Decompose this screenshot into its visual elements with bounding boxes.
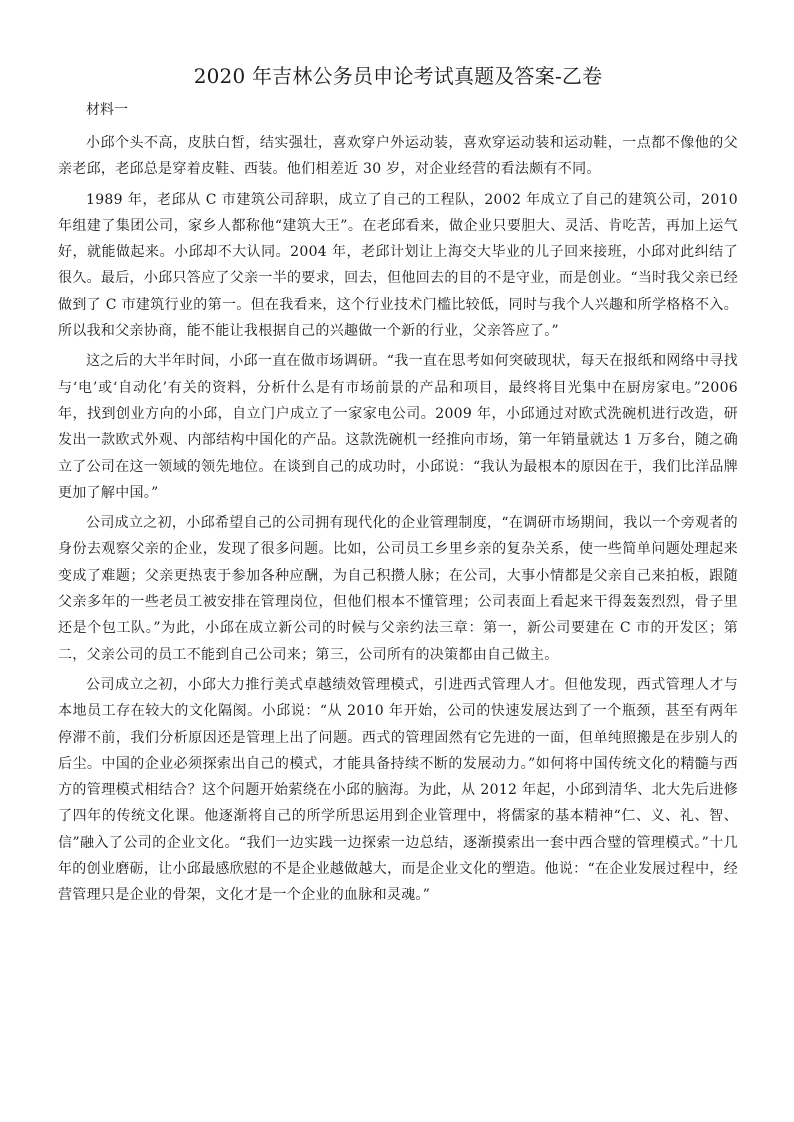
paragraph: 这之后的大半年时间，小邱一直在做市场调研。“我一直在思考如何突破现状，每天在报纸和网络中寻找与‘电’或‘自动化’有关的资料，分析什么是有市场前景的产品和项目，最终将目光集中在厨房家电。”2006 年，找到创业方向的小邱，自立门户成立了一家家电公司。2009 年，小邱通过对欧式洗碗机进行改造，研发出一款欧式外观、内部结构中国化的产品。这款洗碗机一经推向市场，第一年销量就达 1 万多台，随之确立了公司在这一领域的领先地位。在谈到自己的成功时，小邱说：“我认为最根本的原因在于，我们比洋品牌更加了解中国。” [58, 353, 738, 501]
paragraph: 小邱个头不高，皮肤白皙，结实强壮，喜欢穿户外运动装，喜欢穿运动装和运动鞋，一点都不像他的父亲老邱，老邱总是穿着皮鞋、西装。他们相差近 30 岁，对企业经营的看法颇有不同。 [58, 135, 738, 178]
document-page [58, 62, 738, 913]
document-title: 2020 年吉林公务员申论考试真题及答案-乙卷 [193, 64, 603, 88]
paragraph: 1989 年，老邱从 C 市建筑公司辞职，成立了自己的工程队，2002 年成立了自己的建筑公司，2010 年组建了集团公司，家乡人都称他“建筑大王”。在老邱看来，做企业只要胆大、灵活、肯吃苦，再加上运气好，就能做起来。小邱却不大认同。2004 年，老邱计划让上海交大毕业的儿子回来接班，小邱对此纠结了很久。最后，小邱只答应了父亲一半的要求，回去，但他回去的目的不是守业，而是创业。“当时我父亲已经做到了 C 市建筑行业的第一。但在我看来，这个行业技术门槛比较低，同时与我个人兴趣和所学格格不入。所以我和父亲协商，能不能让我根据自己的兴趣做一个新的行业，父亲答应了。” [58, 191, 738, 340]
section-label: 材料一 [86, 102, 128, 118]
paragraph: 公司成立之初，小邱大力推行美式卓越绩效管理模式，引进西式管理人才。但他发现，西式管理人才与本地员工存在较大的文化隔阂。小邱说：“从 2010 年开始，公司的快速发展达到了一个瓶颈，甚至有两年停滞不前，我们分析原因还是管理上出了问题。西式的管理固然有它先进的一面，但单纯照搬是在步别人的后尘。中国的企业必须探索出自己的模式，才能具备持续不断的发展动力。”如何将中国传统文化的精髓与西方的管理模式相结合？这个问题开始萦绕在小邱的脑海。为此，从 2012 年起，小邱到清华、北大先后进修了四年的传统文化课。他逐渐将自己的所学所思运用到企业管理中，将儒家的基本精神“仁、义、礼、智、信”融入了公司的企业文化。“我们一边实践一边探索一边总结，逐渐摸索出一套中西合璧的管理模式。”十几年的创业磨砺，让小邱最感欣慰的不是企业越做越大，而是企业文化的塑造。他说：“在企业发展过程中，经营管理只是企业的骨架，文化才是一个企业的血脉和灵魂。” [58, 676, 738, 904]
paragraph: 公司成立之初，小邱希望自己的公司拥有现代化的企业管理制度，“在调研市场期间，我以一个旁观者的身份去观察父亲的企业，发现了很多问题。比如，公司员工乡里乡亲的复杂关系，使一些简单问题处理起来变成了难题；父亲更热衷于参加各种应酬，为自己积攒人脉；在公司，大事小情都是父亲自己来拍板，跟随父亲多年的一些老员工被安排在管理岗位，但他们根本不懂管理；公司表面上看起来干得轰轰烈烈，骨子里还是个包工队。”为此，小邱在成立新公司的时候与父亲约法三章：第一，新公司要建在 C 市的开发区；第二，父亲公司的员工不能到自己公司来；第三，公司所有的决策都由自己做主。 [58, 515, 738, 663]
